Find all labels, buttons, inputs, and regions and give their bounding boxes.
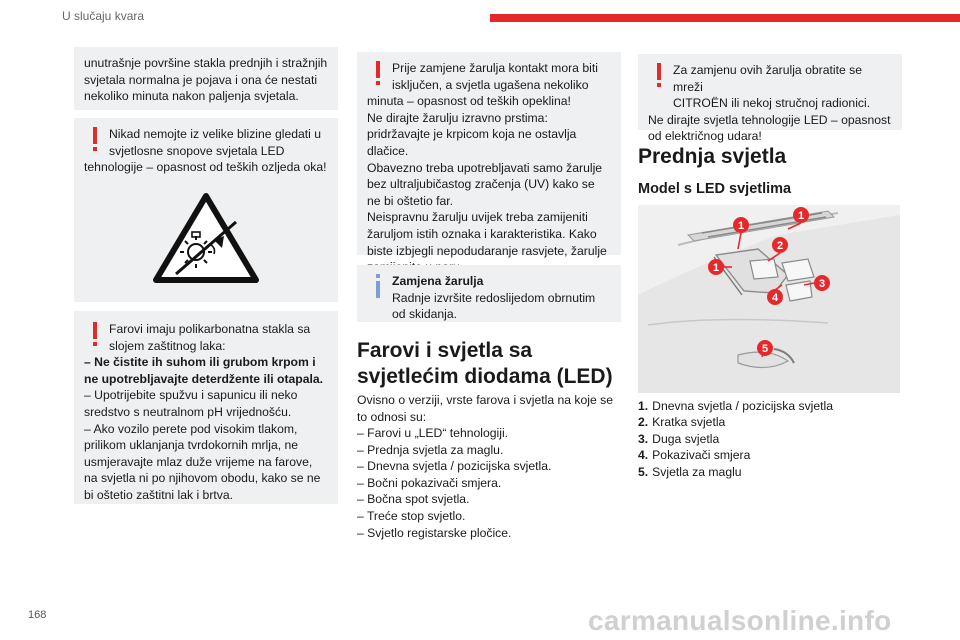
bulb-replacement-info-box (357, 265, 621, 322)
warning-text-line2: CITROËN ili nekoj stručnoj radionici. (673, 96, 871, 111)
list-item: – Farovi u „LED“ tehnologiji. (357, 426, 509, 440)
callout-1: 1 (797, 210, 805, 222)
callout-3: 3 (818, 278, 826, 290)
legend-item: 3. Duga svjetla (638, 431, 720, 446)
no-looking-at-light-icon (152, 192, 260, 291)
legend-item: 2. Kratka svjetla (638, 415, 726, 430)
section-heading-led: Farovi i svjetla sa svjetlećim diodama (LED) (357, 339, 613, 388)
subheading-led-model: Model s LED svjetlima (638, 181, 792, 197)
section-heading-front-lights: Prednja svjetla (638, 145, 787, 168)
section-title: U slučaju kvara (62, 9, 145, 23)
info-icon (372, 273, 384, 301)
exclamation-icon (653, 62, 665, 90)
header-accent-bar (490, 14, 960, 22)
warning-text-p4: Neispravnu žarulju uvijek treba zamijeniti žaruljom istih oznaka i karakteristika. Kako biste izbjegli nepodudaranje rasvjete, žarulje (367, 210, 607, 258)
warning-text-p2: Ne dirajte žarulju izravno prstima: pridržavajte je krpicom koja ne ostavlja dlačice. (367, 110, 577, 158)
info-title: Zamjena žarulja (392, 274, 484, 288)
led-lights-list (357, 425, 623, 541)
list-item: – Prednja svjetla za maglu. (357, 442, 504, 457)
warning-bold-text: – Ne čistite ih suhom ili grubom krpom i ne upotrebljavajte deterdžente ili otapala. (84, 355, 324, 386)
warning-text-p3: – Ako vozilo perete pod visokim tlakom, prilikom uklanjanja tvrdokornih mrlja, ne usmjeravajte mlaz duže vrijeme na farove, na svjetla ni po njihovom obodu, kako se ne bi oštetio zaštitni lak i brtva. (84, 421, 321, 502)
callout-5: 5 (761, 343, 769, 355)
list-item: – Bočna spot svjetla. (357, 492, 470, 507)
warning-text: Nikad nemojte iz velike blizine gledati u svjetlosne snopove svjetala LED (109, 127, 322, 158)
eye-warning-box (74, 118, 338, 302)
list-item: – Svjetlo registarske pločice. (357, 525, 512, 540)
service-warning-box (638, 54, 902, 144)
legend-item: 1. Dnevna svjetla / pozicijska svjetla (638, 399, 834, 413)
legend-item: 4. Pokazivači smjera (638, 448, 751, 463)
legend-item: 5. Svjetla za maglu (638, 464, 742, 479)
list-item: – Dnevna svjetla / pozicijska svjetla. (357, 459, 552, 474)
continued-note-box (74, 47, 338, 110)
warning-text-p2: – Upotrijebite spužvu i sapunicu ili neko sredstvo s neutralnom pH vrijednošću. (84, 388, 298, 419)
warning-text: Za zamjenu ovih žarulja obratite se mreži (673, 63, 863, 94)
diagram-legend (638, 398, 902, 480)
exclamation-icon (89, 321, 101, 349)
exclamation-icon (372, 60, 384, 88)
warning-text-p2: Ne dirajte svjetla tehnologije LED – opasnost od električnog udara! (648, 112, 891, 144)
warning-text: Farovi imaju polikarbonatna stakla sa slojem zaštitnog laka: (109, 322, 311, 353)
callout-4: 4 (771, 292, 779, 304)
callout-1: 1 (737, 220, 745, 232)
bulb-safety-warning-box (357, 52, 621, 258)
warning-text-cont: tehnologije – opasnost od teških ozljeda oka! (84, 160, 327, 175)
watermark: carmanualsonline.info (588, 605, 892, 636)
warning-text: Prije zamjene žarulja kontakt mora biti isključen, a svjetla ugašena nekoliko (392, 61, 598, 92)
info-text: Radnje izvršite redoslijedom obrnutim od skidanja. (392, 290, 596, 322)
exclamation-icon (89, 126, 101, 154)
led-intro-text: Ovisno o verziji, vrste farova i svjetla na koje se to odnosi su: (357, 393, 614, 424)
note-text: unutrašnje površine stakla prednjih i stražnjih svjetala normalna je pojava i ona će nestati nekoliko minuta nakon paljenja svjetala. (84, 56, 328, 104)
callout-1: 1 (712, 262, 720, 274)
list-item: – Treće stop svjetlo. (357, 508, 466, 523)
headlight-diagram (638, 205, 900, 393)
lens-care-warning-box (74, 311, 338, 504)
callout-2: 2 (776, 240, 784, 252)
warning-text-p3: Obavezno treba upotrebljavati samo žarulje bez ultraljubičastog zračenja (UV) kako se ne bi oštetio far. (367, 160, 603, 208)
page-number: 168 (28, 609, 47, 621)
warning-text-p1: minuta – opasnost od teških opeklina! (367, 94, 571, 109)
list-item: – Bočni pokazivači smjera. (357, 475, 502, 490)
